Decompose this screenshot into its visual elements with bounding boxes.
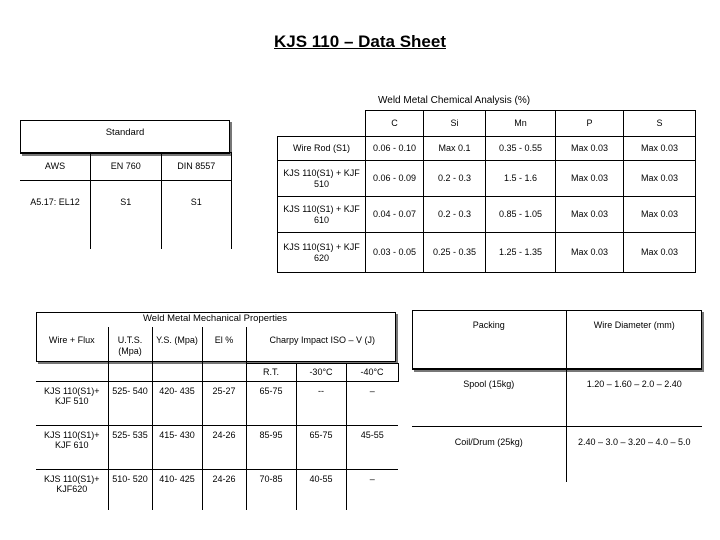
chem-header-si: Si [424, 111, 486, 137]
chem-header-mn: Mn [486, 111, 556, 137]
standard-aws-value: A5.17: EL12 [20, 181, 91, 249]
chem-cell-si: 0.2 - 0.3 [424, 197, 486, 233]
mech-cell-m30: 40-55 [296, 469, 346, 510]
mech-cell-rt: 85-95 [246, 425, 296, 469]
packing-table [412, 310, 702, 482]
standard-header-box [20, 120, 230, 154]
mech-header-uts: U.T.S. (Mpa) [108, 327, 152, 381]
mech-cell-wire: KJS 110(S1)+ KJF 510 [36, 381, 108, 425]
chem-row-name: KJS 110(S1) + KJF 510 [278, 161, 366, 197]
mech-row [36, 469, 398, 510]
mech-cell-m40: – [346, 381, 398, 425]
chem-row-name: KJS 110(S1) + KJF 620 [278, 233, 366, 273]
mech-cell-rt: 65-75 [246, 381, 296, 425]
mech-cell-rt: 70-85 [246, 469, 296, 510]
chem-cell-mn: 0.35 - 0.55 [486, 137, 556, 161]
chem-cell-mn: 1.5 - 1.6 [486, 161, 556, 197]
standard-en-header: EN 760 [91, 153, 162, 181]
chem-cell-s: Max 0.03 [624, 233, 696, 273]
packing-header: Packing [412, 310, 566, 368]
mech-cell-m40: – [346, 469, 398, 510]
chem-row-name: KJS 110(S1) + KJF 610 [278, 197, 366, 233]
chem-cell-s: Max 0.03 [624, 137, 696, 161]
mech-header-wire: Wire + Flux [36, 327, 108, 381]
chem-row [278, 137, 696, 161]
chem-row [278, 233, 696, 273]
chem-cell-s: Max 0.03 [624, 197, 696, 233]
mech-cell-m40: 45-55 [346, 425, 398, 469]
mech-cell-ys: 415- 430 [152, 425, 202, 469]
mech-cell-wire: KJS 110(S1)+ KJF620 [36, 469, 108, 510]
chem-row-name: Wire Rod (S1) [278, 137, 366, 161]
chem-table [277, 110, 696, 273]
chem-cell-p: Max 0.03 [556, 137, 624, 161]
mech-cell-wire: KJS 110(S1)+ KJF 610 [36, 425, 108, 469]
standard-aws-header: AWS [20, 153, 91, 181]
chem-cell-c: 0.06 - 0.10 [366, 137, 424, 161]
mech-cell-el: 24-26 [202, 469, 246, 510]
chem-cell-p: Max 0.03 [556, 161, 624, 197]
packing-diameters: 2.40 – 3.0 – 3.20 – 4.0 – 5.0 [566, 426, 702, 482]
wire-diameter-header: Wire Diameter (mm) [566, 310, 702, 368]
chem-cell-c: 0.03 - 0.05 [366, 233, 424, 273]
mech-cell-ys: 410- 425 [152, 469, 202, 510]
mech-header-ys: Y.S. (Mpa) [152, 327, 202, 381]
chem-caption: Weld Metal Chemical Analysis (%) [378, 95, 531, 106]
mech-cell-m30: -- [296, 381, 346, 425]
mech-header-rt: R.T. [246, 363, 296, 381]
standard-din-value: S1 [161, 181, 232, 249]
mech-cell-uts: 525- 540 [108, 381, 152, 425]
standard-table [20, 152, 232, 249]
chem-cell-p: Max 0.03 [556, 233, 624, 273]
mech-cell-el: 24-26 [202, 425, 246, 469]
chem-cell-mn: 0.85 - 1.05 [486, 197, 556, 233]
standard-en-value: S1 [91, 181, 162, 249]
mech-row [36, 425, 398, 469]
chem-header-s: S [624, 111, 696, 137]
mech-header-m30: -30°C [296, 363, 346, 381]
chem-cell-si: Max 0.1 [424, 137, 486, 161]
packing-row [412, 426, 702, 482]
mech-header-m40: -40°C [346, 363, 398, 381]
mech-cell-el: 25-27 [202, 381, 246, 425]
chem-row [278, 197, 696, 233]
standard-label: Standard [105, 127, 145, 138]
mech-row [36, 381, 398, 425]
packing-type: Spool (15kg) [412, 368, 566, 426]
chem-cell-c: 0.04 - 0.07 [366, 197, 424, 233]
packing-diameters: 1.20 – 1.60 – 2.0 – 2.40 [566, 368, 702, 426]
chem-header-c: C [366, 111, 424, 137]
mech-cell-uts: 510- 520 [108, 469, 152, 510]
mech-caption: Weld Metal Mechanical Properties [143, 313, 287, 324]
page-title: KJS 110 – Data Sheet [274, 32, 446, 51]
chem-cell-si: 0.2 - 0.3 [424, 161, 486, 197]
chem-cell-mn: 1.25 - 1.35 [486, 233, 556, 273]
packing-row [412, 368, 702, 426]
mech-header-el: El % [202, 327, 246, 381]
mech-cell-ys: 420- 435 [152, 381, 202, 425]
mech-cell-uts: 525- 535 [108, 425, 152, 469]
mech-table [36, 327, 399, 510]
mech-header-charpy: Charpy Impact ISO – V (J) [246, 327, 398, 363]
chem-cell-p: Max 0.03 [556, 197, 624, 233]
chem-cell-s: Max 0.03 [624, 161, 696, 197]
packing-type: Coil/Drum (25kg) [412, 426, 566, 482]
chem-header-p: P [556, 111, 624, 137]
standard-din-header: DIN 8557 [161, 153, 232, 181]
chem-cell-c: 0.06 - 0.09 [366, 161, 424, 197]
chem-cell-si: 0.25 - 0.35 [424, 233, 486, 273]
chem-row [278, 161, 696, 197]
mech-cell-m30: 65-75 [296, 425, 346, 469]
